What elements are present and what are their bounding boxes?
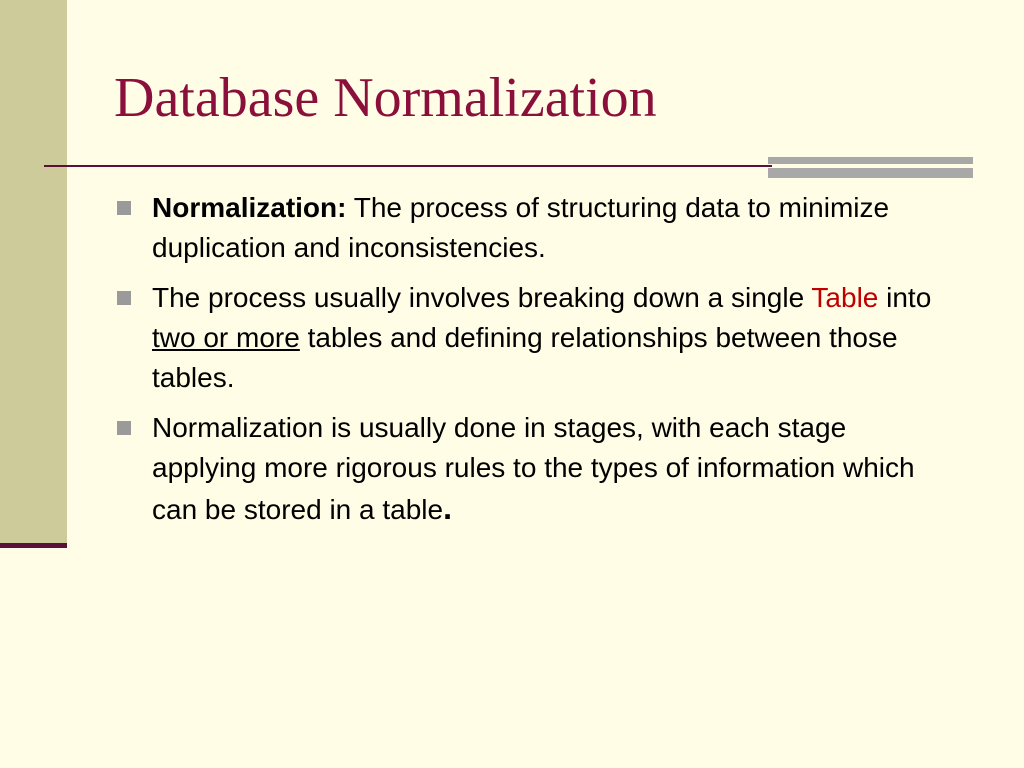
bullet-text: [152, 282, 931, 393]
bullet-text: [152, 192, 889, 263]
end-period: .: [443, 490, 452, 526]
bullet-item-definition: [114, 188, 934, 268]
bullet-item-process: [114, 278, 934, 398]
bullet-list: [114, 188, 934, 540]
bullet-item-stages: [114, 408, 934, 530]
square-bullet-icon: [117, 291, 131, 305]
process-text-end: tables and defining relationships between those tables.: [152, 322, 898, 393]
square-bullet-icon: [117, 421, 131, 435]
title-underline-rule: [44, 165, 772, 167]
square-bullet-icon: [117, 201, 131, 215]
definition-text: The process of structuring data to minimize duplication and inconsistencies.: [152, 192, 890, 263]
process-text-middle: into: [878, 282, 932, 313]
accent-gray-bar-bottom: [768, 168, 973, 178]
underlined-phrase: two or more: [152, 322, 300, 353]
left-accent-bar: [0, 543, 67, 548]
accent-gray-bar-top: [768, 157, 973, 164]
process-text-start: The process usually involves breaking down a single: [152, 282, 812, 313]
term-label: Normalization:: [152, 192, 347, 223]
bullet-text: [152, 412, 915, 525]
left-decorative-band: [0, 0, 67, 543]
stages-text: Normalization is usually done in stages, with each stage applying more rigorous rules to the types of information which can be stored in a table: [152, 412, 915, 525]
highlight-table-word: Table: [811, 282, 879, 313]
slide-title: Database Normalization: [114, 67, 657, 129]
